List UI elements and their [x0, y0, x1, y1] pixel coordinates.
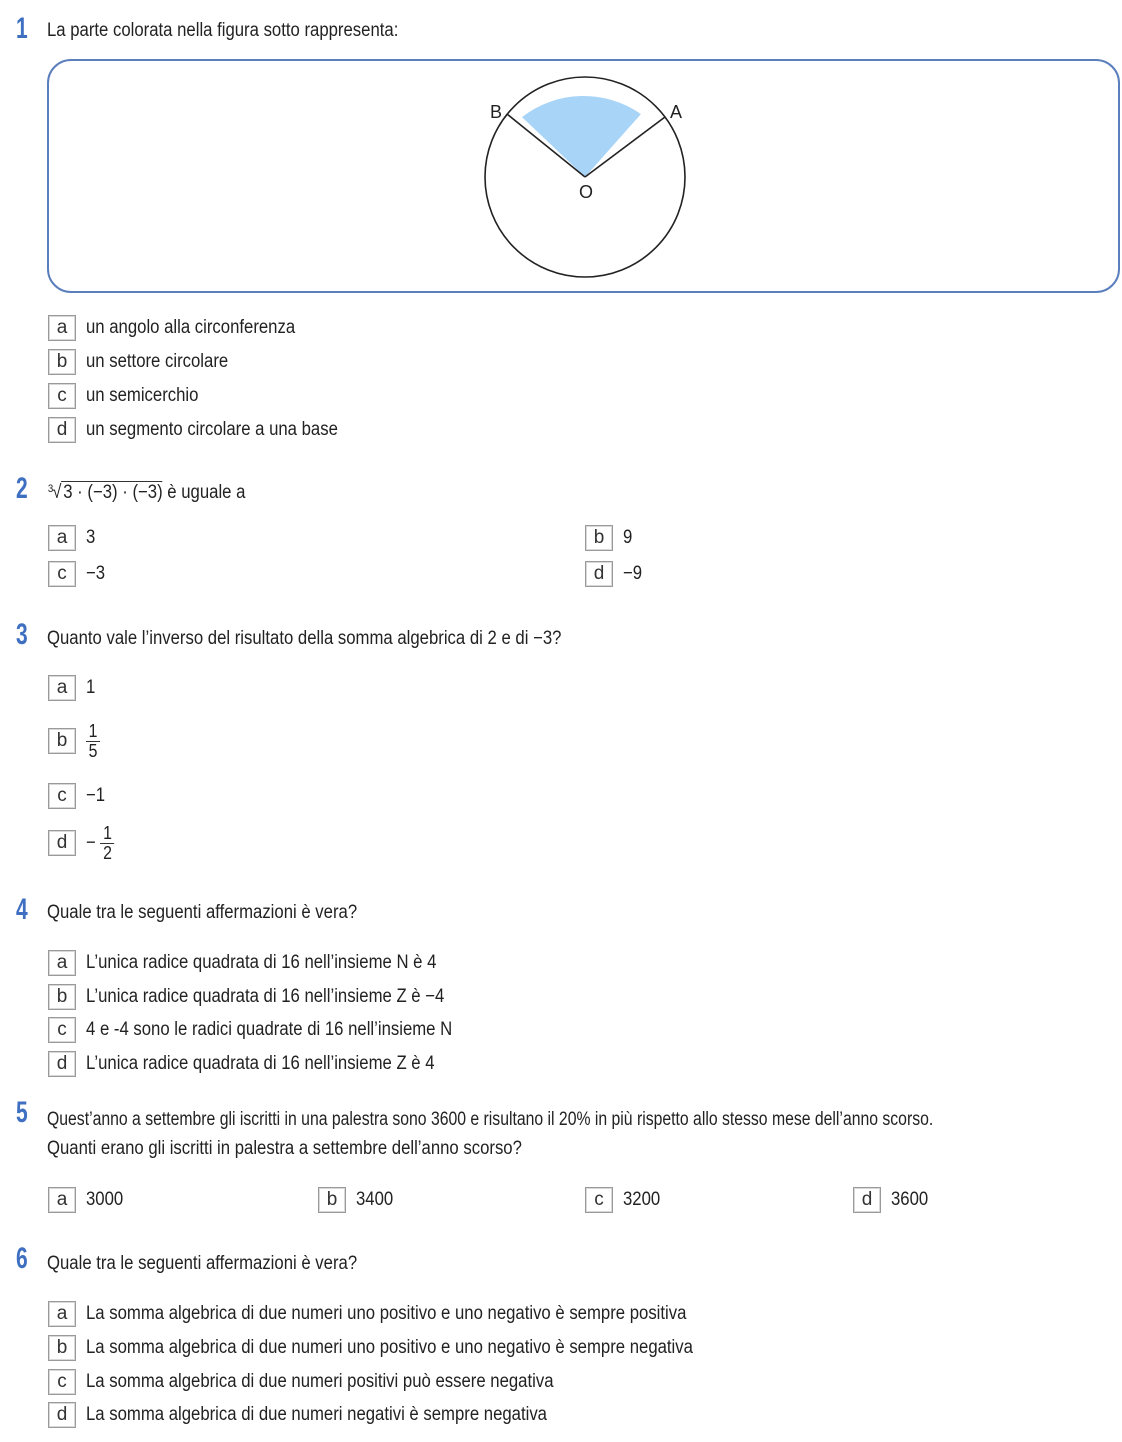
option-text: 3200 — [623, 1189, 661, 1210]
question-6-text: Quale tra le seguenti affermazioni è vera? — [47, 1253, 358, 1274]
option-text: La somma algebrica di due numeri positivi può essere negativa — [86, 1371, 554, 1392]
q6-option-c[interactable] — [48, 1367, 617, 1397]
q3-option-a[interactable] — [48, 673, 97, 703]
q4-option-a[interactable] — [48, 948, 484, 978]
option-letter-box: a — [48, 1187, 76, 1213]
option-letter-box: c — [48, 783, 76, 809]
option-letter-box: b — [48, 984, 76, 1010]
label-a: A — [670, 102, 683, 122]
q4-option-b[interactable] — [48, 982, 493, 1012]
q2-option-a[interactable] — [48, 523, 97, 553]
question-5-text-line2: Quanti erano gli iscritti in palestra a settembre dell’anno scorso? — [47, 1138, 522, 1159]
option-letter-box: b — [585, 525, 613, 551]
question-4-number: 4 — [16, 893, 28, 926]
option-text: un angolo alla circonferenza — [86, 317, 296, 338]
option-text: L’unica radice quadrata di 16 nell’insieme Z è −4 — [86, 986, 445, 1007]
option-text: 9 — [623, 527, 633, 548]
q1-option-a[interactable] — [48, 313, 324, 343]
question-4-text: Quale tra le seguenti affermazioni è vera? — [47, 902, 358, 923]
q5-option-a[interactable] — [48, 1185, 128, 1215]
q6-option-b[interactable] — [48, 1333, 776, 1363]
fraction-numerator: 1 — [100, 824, 114, 844]
option-letter-box: a — [48, 675, 76, 701]
q1-option-b[interactable] — [48, 347, 248, 377]
q6-option-d[interactable] — [48, 1400, 610, 1430]
option-text: La somma algebrica di due numeri uno positivo e uno negativo è sempre negativa — [86, 1337, 693, 1358]
option-text: 3600 — [891, 1189, 929, 1210]
q2-option-c[interactable] — [48, 559, 108, 589]
label-b: B — [490, 102, 503, 122]
option-text: L’unica radice quadrata di 16 nell’insieme Z è 4 — [86, 1053, 435, 1074]
q3-option-d[interactable] — [48, 815, 118, 871]
question-3-text: Quanto vale l’inverso del risultato della somma algebrica di 2 e di −3? — [47, 628, 562, 649]
question-1-text: La parte colorata nella figura sotto rappresenta: — [47, 20, 399, 41]
option-text: −9 — [623, 563, 643, 584]
fraction-denominator: 2 — [103, 842, 112, 863]
q3-option-c[interactable] — [48, 781, 108, 811]
q3-option-b[interactable] — [48, 713, 102, 769]
option-letter-box: d — [48, 830, 76, 856]
option-text: 1 — [86, 677, 96, 698]
q1-option-d[interactable] — [48, 415, 372, 445]
option-letter-box: c — [48, 1369, 76, 1395]
circle-sector-figure — [470, 68, 710, 286]
q5-option-b[interactable] — [318, 1185, 398, 1215]
fraction-numerator: 1 — [86, 722, 100, 742]
q5-option-d[interactable] — [853, 1185, 933, 1215]
option-letter-box: b — [48, 349, 76, 375]
question-6-number: 6 — [16, 1242, 28, 1275]
question-3-number: 3 — [16, 618, 28, 651]
radicand: 3 · (−3) · (−3) — [63, 482, 163, 503]
option-letter-box: d — [853, 1187, 881, 1213]
q2-option-b[interactable] — [585, 523, 634, 553]
option-letter-box: a — [48, 315, 76, 341]
option-letter-box: a — [48, 950, 76, 976]
q4-option-d[interactable] — [48, 1049, 482, 1079]
option-letter-box: b — [48, 1335, 76, 1361]
fraction-sign: − — [86, 832, 96, 853]
label-o: O — [579, 182, 594, 202]
option-letter-box: c — [585, 1187, 613, 1213]
fraction-denominator: 5 — [88, 740, 98, 761]
option-letter-box: d — [48, 1051, 76, 1077]
option-text: un semicerchio — [86, 385, 199, 406]
option-text: 3000 — [86, 1189, 124, 1210]
option-letter-box: c — [48, 383, 76, 409]
q2-option-d[interactable] — [585, 559, 645, 589]
option-text: 4 e -4 sono le radici quadrate di 16 nell’insieme N — [86, 1019, 453, 1040]
q1-option-c[interactable] — [48, 381, 214, 411]
option-text: La somma algebrica di due numeri uno positivo e uno negativo è sempre positiva — [86, 1303, 687, 1324]
option-text: −3 — [86, 563, 106, 584]
option-text: L’unica radice quadrata di 16 nell’insieme N è 4 — [86, 952, 437, 973]
question-2-text — [47, 478, 245, 508]
option-letter-box: d — [585, 561, 613, 587]
question-5-number: 5 — [16, 1096, 28, 1129]
option-fraction — [86, 824, 115, 863]
q6-option-a[interactable] — [48, 1299, 768, 1329]
option-letter-box: c — [48, 1017, 76, 1043]
option-text: 3 — [86, 527, 96, 548]
option-letter-box: b — [48, 728, 76, 754]
q4-option-c[interactable] — [48, 1015, 502, 1045]
option-letter-box: b — [318, 1187, 346, 1213]
question-2-suffix: è uguale a — [167, 482, 246, 503]
option-fraction — [86, 722, 100, 761]
option-text: La somma algebrica di due numeri negativi è sempre negativa — [86, 1404, 547, 1425]
option-text: −1 — [86, 785, 106, 806]
option-text: un segmento circolare a una base — [86, 419, 338, 440]
option-letter-box: a — [48, 525, 76, 551]
option-text: 3400 — [356, 1189, 394, 1210]
option-letter-box: a — [48, 1301, 76, 1327]
cube-root-expression: 3 √3 · (−3) · (−3) — [52, 478, 162, 508]
colored-sector — [522, 96, 641, 177]
option-letter-box: d — [48, 1402, 76, 1428]
question-1-number: 1 — [16, 12, 28, 45]
option-letter-box: d — [48, 417, 76, 443]
root-index: 3 — [47, 483, 54, 495]
option-text: un settore circolare — [86, 351, 229, 372]
option-letter-box: c — [48, 561, 76, 587]
question-2-number: 2 — [16, 472, 28, 505]
question-5-text-line1: Quest’anno a settembre gli iscritti in una palestra sono 3600 e risultano il 20% in più rispetto allo stesso mese dell’anno scorso. — [47, 1109, 934, 1130]
q5-option-c[interactable] — [585, 1185, 665, 1215]
